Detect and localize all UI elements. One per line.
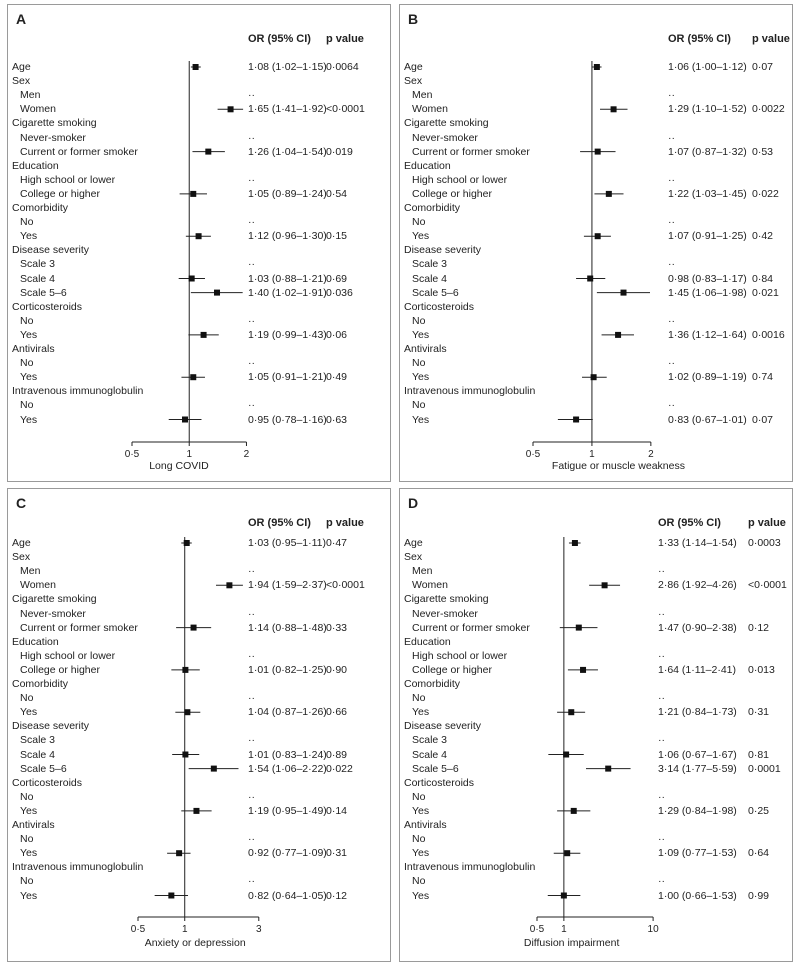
or-ci-value: 1·29 (1·10–1·52)	[668, 103, 747, 116]
row-label: Men	[20, 565, 41, 578]
or-ci-value: 1·14 (0·88–1·48)	[248, 621, 327, 634]
or-point	[226, 582, 232, 588]
or-ci-header: OR (95% CI)	[248, 517, 311, 529]
p-value: 0·63	[326, 413, 348, 426]
or-point	[573, 417, 579, 423]
p-value: 0·99	[748, 889, 770, 902]
row-label: Disease severity	[12, 244, 90, 257]
p-value-header: p value	[326, 33, 364, 45]
row-label: Comorbidity	[404, 678, 461, 690]
or-ci-value: 1·04 (0·87–1·26)	[248, 706, 327, 719]
row-label: Yes	[412, 706, 430, 719]
or-ci-value: 1·05 (0·91–1·21)	[248, 371, 327, 384]
or-ci-value: ··	[658, 833, 665, 846]
or-ci-value: ··	[248, 833, 255, 846]
row-label: Antivirals	[404, 819, 447, 831]
row-label: No	[412, 399, 426, 412]
row-label: No	[412, 875, 426, 888]
row-label: Cigarette smoking	[12, 117, 97, 130]
or-ci-value: ··	[248, 89, 255, 102]
or-ci-value: ··	[248, 649, 255, 662]
row-label: Scale 3	[412, 258, 448, 271]
row-label: Antivirals	[404, 343, 447, 355]
or-point	[191, 625, 197, 631]
p-value: 0·74	[752, 371, 774, 384]
p-value: 0·25	[748, 804, 770, 817]
row-label: Disease severity	[404, 244, 482, 257]
panel-letter: A	[16, 11, 27, 27]
x-tick-label: 0·5	[525, 449, 541, 460]
or-ci-value: 1·01 (0·82–1·25)	[248, 663, 327, 676]
x-tick-label: 2	[243, 449, 250, 460]
row-label: Antivirals	[12, 819, 55, 831]
or-ci-value: ··	[658, 565, 665, 578]
row-label: Scale 4	[412, 748, 448, 761]
row-label: Corticosteroids	[12, 300, 83, 313]
row-label: No	[412, 692, 426, 705]
row-label: No	[412, 216, 426, 229]
row-label: Age	[12, 537, 31, 549]
or-ci-value: 1·54 (1·06–2·22)	[248, 762, 327, 775]
row-label: Age	[12, 61, 31, 73]
row-label: Yes	[412, 328, 430, 341]
p-value: 0·66	[326, 706, 348, 719]
p-value: 0·07	[752, 413, 774, 426]
or-ci-value: 1·33 (1·14–1·54)	[658, 537, 737, 549]
or-point	[606, 191, 612, 197]
p-value: <0·0001	[326, 579, 365, 592]
or-ci-value: ··	[248, 399, 255, 412]
or-ci-value: ··	[248, 357, 255, 370]
or-ci-value: ··	[248, 131, 255, 144]
row-label: Corticosteroids	[404, 300, 475, 313]
panel-a	[7, 4, 391, 482]
row-label: Scale 5–6	[20, 286, 67, 299]
row-label: High school or lower	[20, 173, 116, 186]
row-label: Women	[20, 103, 56, 116]
or-point	[189, 276, 195, 282]
or-ci-value: 1·19 (0·99–1·43)	[248, 328, 327, 341]
p-value: 0·12	[326, 889, 348, 902]
or-ci-value: 1·40 (1·02–1·91)	[248, 286, 327, 299]
or-point	[193, 64, 199, 70]
or-point	[591, 374, 597, 380]
or-ci-value: 1·06 (0·67–1·67)	[658, 748, 737, 761]
row-label: Sex	[12, 75, 31, 88]
x-tick-label: 1	[186, 449, 193, 460]
p-value: 0·81	[748, 748, 770, 761]
row-label: Scale 5–6	[412, 286, 459, 299]
row-label: Current or former smoker	[412, 621, 530, 634]
row-label: Yes	[412, 230, 430, 243]
or-ci-value: 0·92 (0·77–1·09)	[248, 847, 327, 860]
p-value: 0·12	[748, 621, 770, 634]
row-label: No	[412, 314, 426, 327]
row-label: No	[20, 875, 34, 888]
row-label: Corticosteroids	[404, 776, 475, 789]
row-label: Intravenous immunoglobulin	[404, 385, 536, 398]
row-label: Comorbidity	[12, 678, 69, 690]
or-point	[205, 149, 211, 155]
or-ci-value: 1·19 (0·95–1·49)	[248, 804, 327, 817]
p-value: 0·019	[326, 145, 353, 158]
or-ci-value: ··	[248, 173, 255, 186]
x-tick-label: 1	[181, 924, 188, 935]
row-label: Scale 5–6	[20, 762, 67, 775]
row-label: No	[412, 833, 426, 846]
panel-d	[399, 488, 793, 962]
p-value: 0·0003	[748, 537, 781, 549]
row-label: No	[412, 790, 426, 803]
p-value: 0·49	[326, 371, 348, 384]
or-ci-value: 3·14 (1·77–5·59)	[658, 762, 737, 775]
or-ci-value: 1·22 (1·03–1·45)	[668, 187, 747, 200]
row-label: Men	[412, 89, 433, 102]
row-label: Education	[12, 635, 59, 648]
row-label: No	[20, 357, 34, 370]
p-value: 0·31	[326, 847, 348, 860]
x-axis-title: Diffusion impairment	[523, 937, 620, 949]
or-ci-value: ··	[248, 692, 255, 705]
row-label: Intravenous immunoglobulin	[12, 861, 144, 874]
row-label: Cigarette smoking	[404, 117, 489, 130]
p-value-header: p value	[752, 33, 790, 45]
or-point	[568, 709, 574, 715]
p-value: 0·022	[752, 187, 779, 200]
row-label: Yes	[20, 230, 38, 243]
or-ci-value: 2·86 (1·92–4·26)	[658, 579, 737, 592]
or-point	[561, 893, 567, 899]
or-ci-value: ··	[248, 565, 255, 578]
p-value: 0·64	[748, 847, 770, 860]
or-ci-header: OR (95% CI)	[248, 33, 311, 45]
row-label: Never-smoker	[412, 131, 478, 144]
p-value: 0·021	[752, 286, 779, 299]
p-value: 0·54	[326, 187, 348, 200]
x-axis-title: Anxiety or depression	[144, 937, 246, 949]
row-label: Men	[20, 89, 41, 102]
or-point	[184, 709, 190, 715]
row-label: College or higher	[20, 187, 100, 200]
row-label: High school or lower	[20, 649, 116, 662]
forest-plot-svg	[400, 5, 792, 481]
or-ci-value: ··	[668, 258, 675, 271]
or-point	[196, 233, 202, 239]
x-axis-title: Long COVID	[149, 460, 209, 472]
or-ci-value: ··	[658, 692, 665, 705]
p-value-header: p value	[748, 517, 786, 529]
row-label: Sex	[12, 551, 31, 564]
p-value: 0·42	[752, 230, 774, 243]
row-label: Cigarette smoking	[404, 593, 489, 606]
or-point	[228, 106, 234, 112]
row-label: No	[20, 399, 34, 412]
or-point	[594, 64, 600, 70]
row-label: Yes	[412, 413, 430, 426]
or-point	[184, 540, 190, 546]
row-label: Education	[12, 159, 59, 172]
row-label: Sex	[404, 551, 423, 564]
row-label: Scale 4	[412, 272, 448, 285]
row-label: Education	[404, 635, 451, 648]
or-point	[580, 667, 586, 673]
or-point	[611, 106, 617, 112]
x-axis-title: Fatigue or muscle weakness	[551, 460, 685, 472]
or-ci-value: ··	[248, 216, 255, 229]
panel-b	[399, 4, 793, 482]
row-label: Intravenous immunoglobulin	[12, 385, 144, 398]
or-ci-value: 1·94 (1·59–2·37)	[248, 579, 327, 592]
or-ci-value: ··	[668, 89, 675, 102]
row-label: Cigarette smoking	[12, 593, 97, 606]
row-label: College or higher	[412, 663, 492, 676]
or-ci-value: 1·12 (0·96–1·30)	[248, 230, 327, 243]
or-ci-value: 1·09 (0·77–1·53)	[658, 847, 737, 860]
row-label: Current or former smoker	[412, 145, 530, 158]
row-label: Current or former smoker	[20, 145, 138, 158]
row-label: Women	[20, 579, 56, 592]
p-value: 0·89	[326, 748, 348, 761]
or-ci-value: ··	[658, 790, 665, 803]
or-point	[193, 808, 199, 814]
or-ci-value: 0·98 (0·83–1·17)	[668, 272, 747, 285]
x-tick-label: 10	[647, 924, 659, 935]
p-value: 0·31	[748, 706, 770, 719]
p-value: 0·0001	[748, 762, 781, 775]
row-label: Scale 4	[20, 272, 56, 285]
p-value: 0·33	[326, 621, 348, 634]
row-label: Yes	[412, 371, 430, 384]
row-label: Disease severity	[12, 720, 90, 733]
or-ci-value: ··	[668, 216, 675, 229]
or-point	[615, 332, 621, 338]
or-ci-value: 1·47 (0·90–2·38)	[658, 621, 737, 634]
or-ci-value: 1·29 (0·84–1·98)	[658, 804, 737, 817]
panel-c	[7, 488, 391, 962]
or-point	[190, 191, 196, 197]
or-ci-value: 1·03 (0·95–1·11)	[248, 537, 327, 549]
p-value: 0·0016	[752, 328, 785, 341]
row-label: Education	[404, 159, 451, 172]
row-label: Age	[404, 61, 423, 73]
or-ci-value: ··	[248, 875, 255, 888]
row-label: Yes	[412, 804, 430, 817]
or-point	[182, 417, 188, 423]
x-tick-label: 0·5	[124, 449, 140, 460]
row-label: Corticosteroids	[12, 776, 83, 789]
or-point	[602, 582, 608, 588]
row-label: Women	[412, 103, 448, 116]
p-value: 0·0022	[752, 103, 785, 116]
row-label: Age	[404, 537, 423, 549]
or-ci-value: 1·65 (1·41–1·92)	[248, 103, 327, 116]
or-point	[214, 290, 220, 296]
row-label: No	[20, 314, 34, 327]
row-label: No	[20, 216, 34, 229]
x-tick-label: 2	[648, 449, 654, 460]
row-label: Yes	[412, 847, 430, 860]
or-point	[595, 149, 601, 155]
or-ci-value: 1·21 (0·84–1·73)	[658, 706, 737, 719]
p-value: 0·90	[326, 663, 348, 676]
p-value: <0·0001	[748, 579, 787, 592]
x-tick-label: 3	[256, 924, 262, 935]
x-tick-label: 1	[561, 924, 567, 935]
row-label: Yes	[20, 328, 38, 341]
row-label: High school or lower	[412, 173, 508, 186]
or-ci-value: 1·06 (1·00–1·12)	[668, 61, 747, 73]
or-ci-value: 1·03 (0·88–1·21)	[248, 272, 327, 285]
row-label: Never-smoker	[20, 607, 86, 620]
or-ci-value: ··	[668, 399, 675, 412]
or-ci-value: 0·82 (0·64–1·05)	[248, 889, 327, 902]
row-label: No	[20, 790, 34, 803]
or-ci-value: ··	[668, 173, 675, 186]
p-value: 0·15	[326, 230, 348, 243]
or-point	[621, 290, 627, 296]
row-label: Antivirals	[12, 343, 55, 355]
or-ci-header: OR (95% CI)	[668, 33, 731, 45]
row-label: Current or former smoker	[20, 621, 138, 634]
or-ci-header: OR (95% CI)	[658, 517, 721, 529]
or-point	[563, 752, 569, 758]
row-label: Yes	[20, 413, 38, 426]
row-label: Yes	[20, 706, 38, 719]
p-value: 0·036	[326, 286, 353, 299]
row-label: Comorbidity	[404, 202, 461, 214]
or-point	[190, 374, 196, 380]
row-label: No	[20, 833, 34, 846]
p-value: 0·14	[326, 804, 348, 817]
or-point	[176, 850, 182, 856]
row-label: College or higher	[412, 187, 492, 200]
or-point	[564, 850, 570, 856]
or-ci-value: 1·07 (0·91–1·25)	[668, 230, 747, 243]
x-tick-label: 1	[589, 449, 595, 460]
p-value: 0·53	[752, 145, 774, 158]
or-point	[168, 893, 174, 899]
or-ci-value: 0·83 (0·67–1·01)	[668, 413, 747, 426]
row-label: Scale 3	[20, 734, 56, 747]
row-label: Yes	[20, 804, 38, 817]
or-ci-value: ··	[658, 875, 665, 888]
or-point	[201, 332, 207, 338]
row-label: Scale 5–6	[412, 762, 459, 775]
or-ci-value: 1·02 (0·89–1·19)	[668, 371, 747, 384]
or-ci-value: ··	[248, 607, 255, 620]
or-point	[576, 625, 582, 631]
or-ci-value: ··	[668, 131, 675, 144]
row-label: Intravenous immunoglobulin	[404, 861, 536, 874]
row-label: Women	[412, 579, 448, 592]
row-label: No	[20, 692, 34, 705]
p-value: 0·84	[752, 272, 774, 285]
panel-letter: D	[408, 495, 419, 511]
row-label: Sex	[404, 75, 423, 88]
p-value: 0·47	[326, 537, 348, 549]
or-ci-value: ··	[248, 258, 255, 271]
or-ci-value: 1·36 (1·12–1·64)	[668, 328, 747, 341]
row-label: Never-smoker	[412, 607, 478, 620]
p-value: <0·0001	[326, 103, 365, 116]
row-label: High school or lower	[412, 649, 508, 662]
p-value: 0·69	[326, 272, 348, 285]
or-ci-value: ··	[658, 607, 665, 620]
or-point	[572, 540, 578, 546]
or-ci-value: ··	[248, 790, 255, 803]
or-ci-value: ··	[248, 734, 255, 747]
or-point	[182, 752, 188, 758]
row-label: Disease severity	[404, 720, 482, 733]
row-label: Scale 3	[412, 734, 448, 747]
or-point	[587, 276, 593, 282]
or-ci-value: 1·01 (0·83–1·24)	[248, 748, 327, 761]
or-point	[182, 667, 188, 673]
row-label: Never-smoker	[20, 131, 86, 144]
or-ci-value: 1·08 (1·02–1·15)	[248, 61, 327, 73]
x-tick-label: 0·5	[130, 924, 146, 935]
p-value: 0·022	[326, 762, 353, 775]
or-point	[605, 766, 611, 772]
or-ci-value: ··	[668, 314, 675, 327]
or-ci-value: ··	[248, 314, 255, 327]
or-point	[595, 233, 601, 239]
or-ci-value: 1·05 (0·89–1·24)	[248, 187, 327, 200]
p-value: 0·013	[748, 663, 775, 676]
panel-letter: B	[408, 11, 419, 27]
or-ci-value: 1·26 (1·04–1·54)	[248, 145, 327, 158]
or-point	[211, 766, 217, 772]
p-value: 0·06	[326, 328, 348, 341]
or-ci-value: ··	[658, 734, 665, 747]
row-label: Yes	[20, 889, 38, 902]
forest-plot-svg	[8, 5, 390, 481]
row-label: Yes	[20, 847, 38, 860]
row-label: Scale 3	[20, 258, 56, 271]
row-label: Scale 4	[20, 748, 56, 761]
or-ci-value: 1·00 (0·66–1·53)	[658, 889, 737, 902]
row-label: Men	[412, 565, 433, 578]
row-label: College or higher	[20, 663, 100, 676]
or-ci-value: 1·07 (0·87–1·32)	[668, 145, 747, 158]
or-ci-value: 1·64 (1·11–2·41)	[658, 663, 737, 676]
or-point	[571, 808, 577, 814]
or-ci-value: 1·45 (1·06–1·98)	[668, 286, 747, 299]
or-ci-value: 0·95 (0·78–1·16)	[248, 413, 327, 426]
row-label: Yes	[412, 889, 430, 902]
row-label: No	[412, 357, 426, 370]
panel-letter: C	[16, 495, 27, 511]
p-value: 0·0064	[326, 61, 359, 73]
or-ci-value: ··	[668, 357, 675, 370]
row-label: Comorbidity	[12, 202, 69, 214]
p-value: 0·07	[752, 61, 774, 73]
x-tick-label: 0·5	[529, 924, 545, 935]
row-label: Yes	[20, 371, 38, 384]
or-ci-value: ··	[658, 649, 665, 662]
p-value-header: p value	[326, 517, 364, 529]
